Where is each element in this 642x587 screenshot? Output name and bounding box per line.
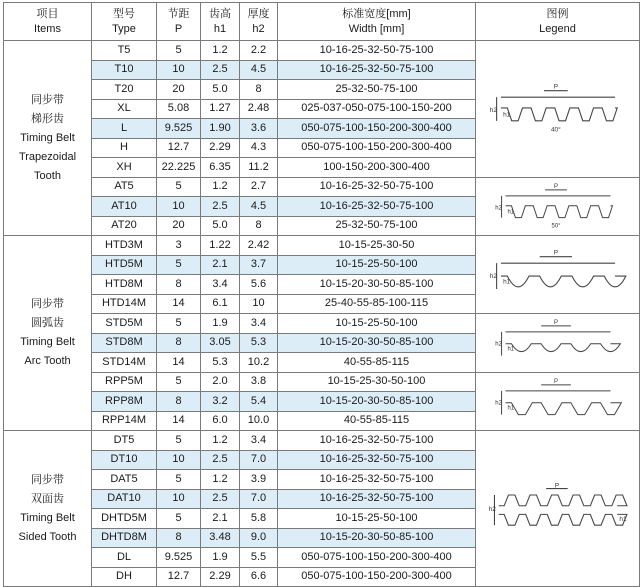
type-cell: STD5M [92, 314, 157, 334]
type-cell: XL [92, 99, 157, 119]
pitch-cell: 5 [157, 41, 201, 61]
tooth-height-cell: 5.0 [201, 80, 240, 100]
legend-cell [476, 372, 640, 431]
belt-profile-diagram [488, 478, 628, 540]
pitch-cell: 12.7 [157, 138, 201, 158]
width-cell: 10-16-25-32-50-75-100 [278, 450, 476, 470]
legend-pitch-label: P [554, 481, 559, 489]
belt-profile-diagram [488, 78, 628, 140]
belt-profile-diagram [488, 182, 628, 232]
width-cell: 050-075-100-150-200-300-400 [278, 548, 476, 568]
header-row [4, 3, 640, 41]
spec-row [4, 41, 640, 61]
pitch-cell: 5 [157, 509, 201, 529]
legend-h2-label: h2 [494, 205, 502, 212]
belt-profile-diagram [488, 244, 628, 306]
thickness-cell: 10.0 [240, 411, 278, 431]
type-cell: DAT5 [92, 470, 157, 490]
category-label-line: 同步带 [31, 298, 64, 310]
pitch-cell: 8 [157, 528, 201, 548]
width-cell: 10-16-25-32-50-75-100 [278, 489, 476, 509]
legend-h2-label: h2 [489, 272, 497, 280]
thickness-cell: 5.6 [240, 275, 278, 295]
pitch-cell: 10 [157, 450, 201, 470]
header-thickness: 厚度 h2 [240, 3, 278, 41]
category-label [4, 431, 92, 587]
type-cell: DAT10 [92, 489, 157, 509]
thickness-cell: 2.2 [240, 41, 278, 61]
width-cell: 10-15-20-30-50-85-100 [278, 392, 476, 412]
width-cell: 050-075-100-150-200-300-400 [278, 567, 476, 587]
category-label-line: 圆弧齿 [31, 317, 64, 329]
tooth-height-cell: 6.1 [201, 294, 240, 314]
type-cell: HTD5M [92, 255, 157, 275]
legend-tooth-profile [500, 108, 616, 121]
category-label-line: Timing Belt [20, 511, 75, 524]
category-label-line: 双面齿 [31, 492, 64, 505]
tooth-height-cell: 6.0 [201, 411, 240, 431]
legend-pitch-label: P [553, 319, 558, 326]
tooth-height-cell: 2.5 [201, 60, 240, 80]
tooth-height-cell: 2.1 [201, 255, 240, 275]
width-cell: 10-16-25-32-50-75-100 [278, 470, 476, 490]
pitch-cell: 8 [157, 392, 201, 412]
type-cell: T5 [92, 41, 157, 61]
header-legend: 图例 Legend [476, 3, 640, 41]
category-label [4, 236, 92, 431]
header-type: 型号 Type [92, 3, 157, 41]
type-cell: HTD8M [92, 275, 157, 295]
pitch-cell: 10 [157, 489, 201, 509]
pitch-cell: 9.525 [157, 548, 201, 568]
legend-h2-label: h2 [494, 400, 502, 407]
legend-h1-label: h1 [618, 515, 627, 523]
category-label-line: Arc Tooth [24, 355, 71, 367]
legend-pitch-label: P [553, 83, 558, 91]
spec-row [4, 314, 640, 334]
category-label-line: 同步带 [31, 93, 64, 106]
type-cell: AT10 [92, 197, 157, 217]
thickness-cell: 8 [240, 216, 278, 236]
spec-row [4, 236, 640, 256]
tooth-height-cell: 1.22 [201, 236, 240, 256]
tooth-height-cell: 2.1 [201, 509, 240, 529]
tooth-height-cell: 3.4 [201, 275, 240, 295]
type-cell: DT10 [92, 450, 157, 470]
tooth-height-cell: 1.2 [201, 41, 240, 61]
width-cell: 10-15-25-30-50-100 [278, 372, 476, 392]
type-cell: HTD14M [92, 294, 157, 314]
width-cell: 10-15-25-30-50 [278, 236, 476, 256]
legend-h1-label: h1 [502, 278, 510, 286]
thickness-cell: 5.4 [240, 392, 278, 412]
pitch-cell: 8 [157, 275, 201, 295]
width-cell: 025-037-050-075-100-150-200 [278, 99, 476, 119]
width-cell: 10-15-25-50-100 [278, 314, 476, 334]
legend-angle-label: 50° [551, 223, 561, 230]
pitch-cell: 14 [157, 411, 201, 431]
type-cell: AT5 [92, 177, 157, 197]
tooth-height-cell: 6.35 [201, 158, 240, 178]
type-cell: RPP8M [92, 392, 157, 412]
thickness-cell: 4.3 [240, 138, 278, 158]
tooth-height-cell: 5.3 [201, 353, 240, 373]
thickness-cell: 10 [240, 294, 278, 314]
category-label-line: Timing Belt [20, 336, 75, 348]
width-cell: 40-55-85-115 [278, 411, 476, 431]
thickness-cell: 8 [240, 80, 278, 100]
tooth-height-cell: 2.0 [201, 372, 240, 392]
tooth-height-cell: 1.2 [201, 431, 240, 451]
type-cell: H [92, 138, 157, 158]
width-cell: 050-075-100-150-200-300-400 [278, 119, 476, 139]
width-cell: 10-15-20-30-50-85-100 [278, 333, 476, 353]
pitch-cell: 14 [157, 353, 201, 373]
width-cell: 25-40-55-85-100-115 [278, 294, 476, 314]
thickness-cell: 2.42 [240, 236, 278, 256]
type-cell: DHTD8M [92, 528, 157, 548]
thickness-cell: 9.0 [240, 528, 278, 548]
type-cell: XH [92, 158, 157, 178]
pitch-cell: 9.525 [157, 119, 201, 139]
thickness-cell: 7.0 [240, 489, 278, 509]
width-cell: 10-15-25-50-100 [278, 255, 476, 275]
pitch-cell: 20 [157, 80, 201, 100]
width-cell: 10-15-25-50-100 [278, 509, 476, 529]
pitch-cell: 5 [157, 177, 201, 197]
spec-row [4, 431, 640, 451]
thickness-cell: 2.48 [240, 99, 278, 119]
pitch-cell: 5 [157, 314, 201, 334]
type-cell: L [92, 119, 157, 139]
thickness-cell: 3.8 [240, 372, 278, 392]
type-cell: T20 [92, 80, 157, 100]
timing-belt-spec-table [3, 2, 640, 587]
width-cell: 40-55-85-115 [278, 353, 476, 373]
type-cell: STD8M [92, 333, 157, 353]
pitch-cell: 5 [157, 470, 201, 490]
thickness-cell: 3.4 [240, 431, 278, 451]
width-cell: 10-16-25-32-50-75-100 [278, 197, 476, 217]
legend-tooth-profile [500, 276, 625, 287]
header-pitch: 节距 P [157, 3, 201, 41]
legend-cell [476, 236, 640, 314]
belt-profile-diagram [488, 318, 628, 368]
pitch-cell: 8 [157, 333, 201, 353]
type-cell: RPP14M [92, 411, 157, 431]
thickness-cell: 3.4 [240, 314, 278, 334]
width-cell: 100-150-200-300-400 [278, 158, 476, 178]
category-label [4, 41, 92, 236]
legend-bottom-tooth-profile [498, 514, 626, 525]
legend-h1-label: h1 [502, 111, 510, 119]
tooth-height-cell: 3.05 [201, 333, 240, 353]
pitch-cell: 5 [157, 255, 201, 275]
legend-h2-label: h2 [494, 341, 502, 348]
pitch-cell: 20 [157, 216, 201, 236]
header-items: 项目 Items [4, 3, 92, 41]
pitch-cell: 10 [157, 60, 201, 80]
thickness-cell: 3.7 [240, 255, 278, 275]
width-cell: 10-16-25-32-50-75-100 [278, 60, 476, 80]
thickness-cell: 4.5 [240, 60, 278, 80]
legend-h2-label: h2 [489, 106, 497, 114]
tooth-height-cell: 1.9 [201, 548, 240, 568]
legend-h1-label: h1 [507, 405, 514, 412]
thickness-cell: 7.0 [240, 450, 278, 470]
spec-row [4, 372, 640, 392]
tooth-height-cell: 2.29 [201, 567, 240, 587]
pitch-cell: 5 [157, 431, 201, 451]
pitch-cell: 10 [157, 197, 201, 217]
legend-cell [476, 177, 640, 236]
tooth-height-cell: 2.5 [201, 197, 240, 217]
category-label-line: Timing Belt [20, 131, 75, 144]
category-label-line: Sided Tooth [18, 530, 77, 543]
legend-cell [476, 431, 640, 587]
width-cell: 25-32-50-75-100 [278, 80, 476, 100]
type-cell: DH [92, 567, 157, 587]
legend-cell [476, 314, 640, 373]
width-cell: 10-16-25-32-50-75-100 [278, 431, 476, 451]
belt-profile-diagram [488, 377, 628, 427]
header-tooth-height: 齿高 h1 [201, 3, 240, 41]
thickness-cell: 3.9 [240, 470, 278, 490]
pitch-cell: 5.08 [157, 99, 201, 119]
width-cell: 10-15-20-30-50-85-100 [278, 528, 476, 548]
pitch-cell: 5 [157, 372, 201, 392]
thickness-cell: 5.5 [240, 548, 278, 568]
type-cell: DHTD5M [92, 509, 157, 529]
tooth-height-cell: 1.90 [201, 119, 240, 139]
tooth-height-cell: 1.2 [201, 177, 240, 197]
tooth-height-cell: 2.5 [201, 450, 240, 470]
legend-pitch-label: P [553, 378, 558, 385]
legend-cell [476, 41, 640, 178]
tooth-height-cell: 1.27 [201, 99, 240, 119]
thickness-cell: 5.3 [240, 333, 278, 353]
legend-h1-label: h1 [507, 209, 514, 216]
pitch-cell: 22.225 [157, 158, 201, 178]
header-width: 标准宽度[mm] Width [mm] [278, 3, 476, 41]
type-cell: DT5 [92, 431, 157, 451]
legend-tooth-profile [505, 344, 620, 352]
spec-row [4, 177, 640, 197]
type-cell: DL [92, 548, 157, 568]
type-cell: HTD3M [92, 236, 157, 256]
category-label-line: Tooth [34, 169, 61, 182]
tooth-height-cell: 2.5 [201, 489, 240, 509]
legend-pitch-label: P [553, 183, 558, 190]
thickness-cell: 5.8 [240, 509, 278, 529]
type-cell: T10 [92, 60, 157, 80]
pitch-cell: 12.7 [157, 567, 201, 587]
tooth-height-cell: 1.9 [201, 314, 240, 334]
tooth-height-cell: 3.2 [201, 392, 240, 412]
thickness-cell: 4.5 [240, 197, 278, 217]
tooth-height-cell: 5.0 [201, 216, 240, 236]
category-label-line: Trapezoidal [18, 150, 77, 163]
legend-tooth-profile [505, 402, 621, 414]
pitch-cell: 14 [157, 294, 201, 314]
legend-pitch-label: P [553, 249, 558, 257]
width-cell: 10-15-20-30-50-85-100 [278, 275, 476, 295]
thickness-cell: 6.6 [240, 567, 278, 587]
type-cell: AT20 [92, 216, 157, 236]
tooth-height-cell: 1.2 [201, 470, 240, 490]
width-cell: 10-16-25-32-50-75-100 [278, 41, 476, 61]
legend-angle-label: 40° [550, 126, 561, 134]
spec-table-body [4, 3, 640, 587]
width-cell: 050-075-100-150-200-300-400 [278, 138, 476, 158]
legend-top-tooth-profile [498, 495, 626, 506]
width-cell: 25-32-50-75-100 [278, 216, 476, 236]
category-label-line: 同步带 [31, 473, 64, 486]
thickness-cell: 11.2 [240, 158, 278, 178]
legend-tooth-profile [505, 205, 612, 217]
legend-h2-label: h2 [488, 505, 496, 513]
legend-h1-label: h1 [507, 346, 514, 353]
tooth-height-cell: 3.48 [201, 528, 240, 548]
type-cell: RPP5M [92, 372, 157, 392]
thickness-cell: 2.7 [240, 177, 278, 197]
tooth-height-cell: 2.29 [201, 138, 240, 158]
pitch-cell: 3 [157, 236, 201, 256]
thickness-cell: 3.6 [240, 119, 278, 139]
width-cell: 10-16-25-32-50-75-100 [278, 177, 476, 197]
thickness-cell: 10.2 [240, 353, 278, 373]
category-label-line: 梯形齿 [31, 112, 64, 125]
type-cell: STD14M [92, 353, 157, 373]
